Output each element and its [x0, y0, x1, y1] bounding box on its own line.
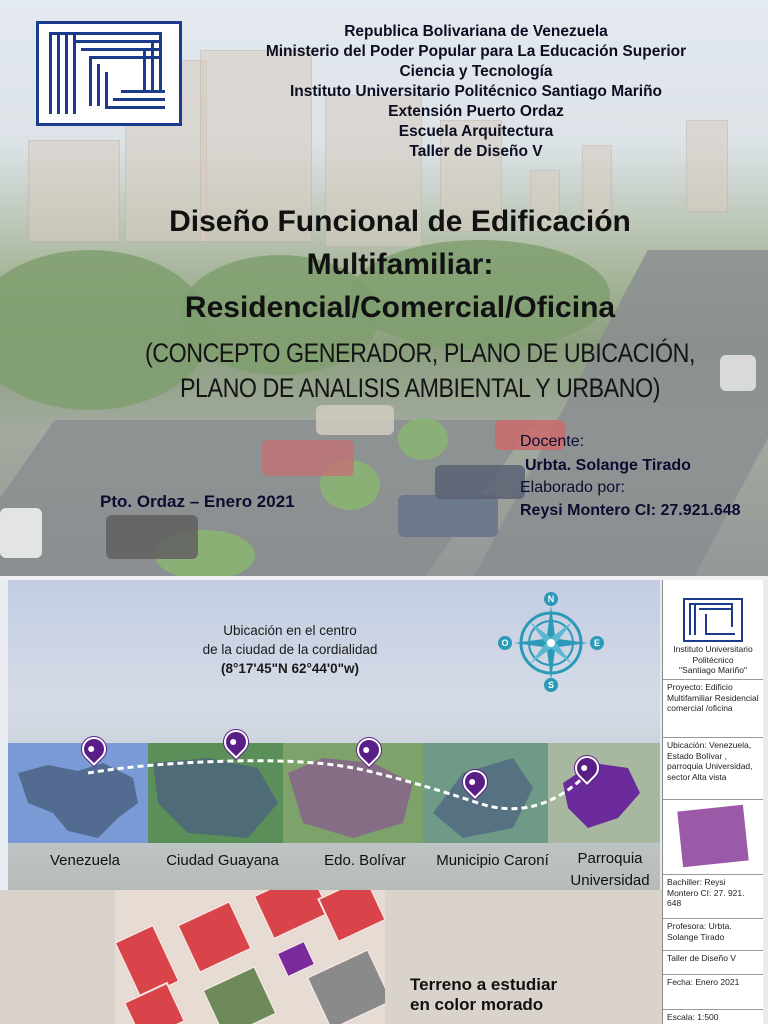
- institution-line: Taller de Diseño V: [409, 143, 543, 160]
- panel-taller: Taller de Diseño V: [663, 951, 763, 975]
- location-maps: [8, 743, 660, 843]
- site-plan-image: [115, 890, 385, 1024]
- institute-logo-small: [683, 598, 743, 642]
- thumbnail-image: [677, 805, 748, 868]
- title-line: Multifamiliar:: [306, 248, 494, 281]
- coordinates: (8°17'45"N 62°44'0"w): [220, 661, 360, 676]
- label-venezuela: Venezuela: [49, 852, 121, 869]
- project-title: [60, 200, 740, 329]
- compass-east: E: [590, 636, 604, 650]
- panel-map-thumbnail: [663, 800, 763, 875]
- compass-rose-icon: [501, 594, 600, 690]
- title-block-panel: [662, 580, 763, 1024]
- panel-institute-line: "Santiago Mariño": [679, 665, 747, 675]
- terreno-line: Terreno a estudiar: [410, 975, 558, 994]
- project-subtitle: [145, 336, 695, 406]
- panel-escala: Escala: 1:500: [667, 1012, 719, 1022]
- label-parroquia-universidad: [560, 848, 660, 892]
- subtitle-line: PLANO DE ANALISIS AMBIENTAL Y URBANO): [179, 373, 661, 403]
- institution-line: Ministerio del Poder Popular para La Educación Superior: [265, 43, 687, 60]
- place-date: Pto. Ordaz – Enero 2021: [100, 492, 295, 511]
- label-universidad: Universidad: [570, 872, 650, 889]
- plan-block: [123, 982, 186, 1024]
- docente-name: Urbta. Solange Tirado: [525, 457, 691, 474]
- institution-line: Instituto Universitario Politécnico Santiago Mariño: [289, 83, 663, 100]
- plan-block: [306, 948, 385, 1024]
- docente-label: Docente:: [520, 433, 585, 450]
- subtitle-line: (CONCEPTO GENERADOR, PLANO DE UBICACIÓN,: [144, 338, 696, 368]
- institution-line: Escuela Arquitectura: [398, 123, 554, 140]
- terreno-block: [276, 940, 317, 979]
- institute-logo: [36, 21, 182, 126]
- plan-block: [176, 900, 252, 974]
- title-line: Diseño Funcional de Edificación: [169, 205, 631, 238]
- institution-line: Republica Bolivariana de Venezuela: [344, 23, 608, 40]
- panel-institute-line: Politécnico: [692, 654, 734, 665]
- location-description: [185, 621, 395, 678]
- label-ciudad-guayana: Ciudad Guayana: [166, 852, 279, 869]
- terreno-line: en color morado: [410, 995, 544, 1014]
- panel-institute-line: Instituto Universitario: [673, 644, 753, 654]
- elaborado-label: Elaborado por:: [520, 479, 625, 496]
- institution-line: Extensión Puerto Ordaz: [388, 103, 564, 120]
- institution-line: Ciencia y Tecnología: [399, 63, 553, 80]
- label-parroquia: Parroquia: [577, 850, 643, 867]
- route-line: [8, 743, 660, 843]
- panel-bachiller: Bachiller: Reysi Montero CI: 27. 921. 648: [663, 875, 763, 919]
- elaborado-name: Reysi Montero CI: 27.921.648: [520, 502, 741, 519]
- institution-header: [236, 22, 716, 162]
- label-municipio-caroni: Municipio Caroní: [436, 852, 549, 869]
- label-edo-bolivar: Edo. Bolívar: [324, 852, 406, 869]
- panel-institute: [663, 580, 763, 680]
- plan-block: [201, 965, 277, 1024]
- location-line: de la ciudad de la cordialidad: [202, 642, 378, 657]
- compass-north: N: [544, 592, 558, 606]
- terreno-caption: [410, 975, 557, 1015]
- title-line: Residencial/Comercial/Oficina: [184, 291, 616, 324]
- panel-proyecto: Proyecto: Edificio Multifamiliar Residencial comercial /oficina: [663, 680, 763, 738]
- location-line: Ubicación en el centro: [223, 623, 357, 638]
- panel-profesora: Profesora: Urbta. Solange Tirado: [663, 919, 763, 951]
- panel-fecha: Fecha: Enero 2021: [663, 975, 763, 1010]
- compass-south: S: [544, 678, 558, 692]
- plan-block: [317, 890, 385, 943]
- panel-ubicacion: Ubicación: Venezuela, Estado Bolívar , parroquia Universidad, sector Alta vista: [663, 738, 763, 800]
- compass-west: O: [498, 636, 512, 650]
- location-slide: [0, 580, 768, 1024]
